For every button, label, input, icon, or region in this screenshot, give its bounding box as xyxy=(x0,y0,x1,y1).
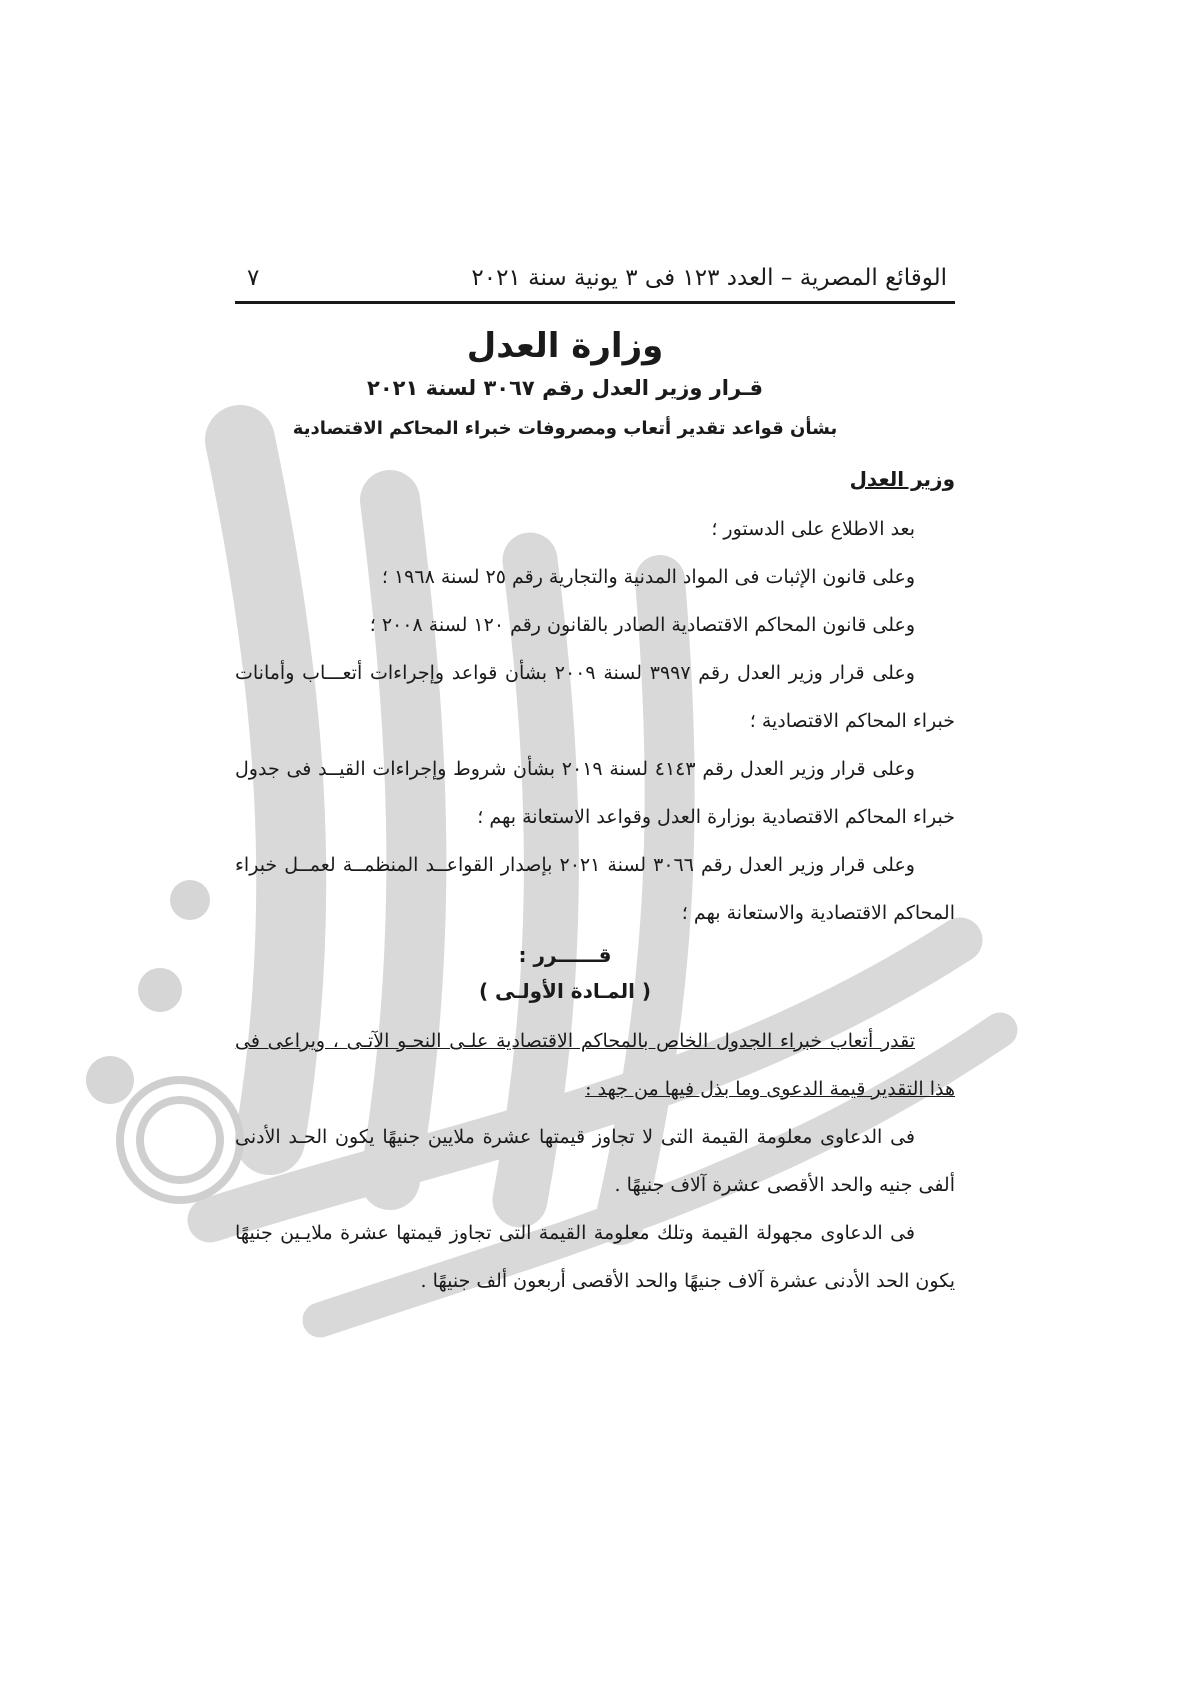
resolved-label: قــــــرر : xyxy=(518,943,612,967)
article-one-clause: فى الدعاوى معلومة القيمة التى لا تجاوز قيمتها عشرة ملايين جنيهًا يكون الحـد الأدنى ألفى جنيه والحد الأقصى عشرة آلاف جنيهًا . xyxy=(235,1126,955,1196)
article-one-title: ( المـادة الأولـى ) xyxy=(478,979,652,1003)
page-number: ٧ xyxy=(247,265,260,291)
issuer-heading: وزير العدل xyxy=(849,467,955,491)
preamble-item: وعلى قرار وزير العدل رقم ٣٠٦٦ لسنة ٢٠٢١ بإصدار القواعــد المنظمــة لعمــل خبراء المحاكم الاقتصادية والاستعانة بهم ؛ xyxy=(235,854,955,924)
ministry-heading: وزارة العدل xyxy=(466,326,664,366)
gazette-page xyxy=(235,265,955,1305)
preamble-item: وعلى قانون المحاكم الاقتصادية الصادر بالقانون رقم ١٢٠ لسنة ٢٠٠٨ ؛ xyxy=(369,614,915,636)
preamble-item: وعلى قانون الإثبات فى المواد المدنية والتجارية رقم ٢٥ لسنة ١٩٦٨ ؛ xyxy=(381,566,915,588)
preamble-item: بعد الاطلاع على الدستور ؛ xyxy=(711,518,915,540)
decree-subject: بشأن قواعد تقدير أتعاب ومصروفات خبراء المحاكم الاقتصادية xyxy=(292,418,838,439)
running-header xyxy=(235,265,955,304)
running-title: الوقائع المصرية – العدد ١٢٣ فى ٣ يونية سنة ٢٠٢١ xyxy=(471,265,947,291)
article-one-clause: فى الدعاوى مجهولة القيمة وتلك معلومة القيمة التى تجاوز قيمتها عشرة ملايـين جنيهًا يكون الحد الأدنى عشرة آلاف جنيهًا والحد الأقصى أربعون ألف جنيهًا . xyxy=(235,1222,955,1292)
preamble-item: وعلى قرار وزير العدل رقم ٣٩٩٧ لسنة ٢٠٠٩ بشأن قواعد وإجراءات أتعـــاب وأمانات خبراء المحاكم الاقتصادية ؛ xyxy=(235,662,955,732)
decree-title: قـرار وزير العدل رقم ٣٠٦٧ لسنة ٢٠٢١ xyxy=(367,376,763,400)
article-one-intro: تقدر أتعاب خبراء الجدول الخاص بالمحاكم الاقتصادية علـى النحـو الآتـى ، ويراعى فى هذا التقدير قيمة الدعوى وما بذل فيها من جهد : xyxy=(235,1030,955,1100)
preamble-item: وعلى قرار وزير العدل رقم ٤١٤٣ لسنة ٢٠١٩ بشأن شروط وإجراءات القيــد فى جدول خبراء المحاكم الاقتصادية بوزارة العدل وقواعد الاستعانة بهم ؛ xyxy=(235,758,955,828)
